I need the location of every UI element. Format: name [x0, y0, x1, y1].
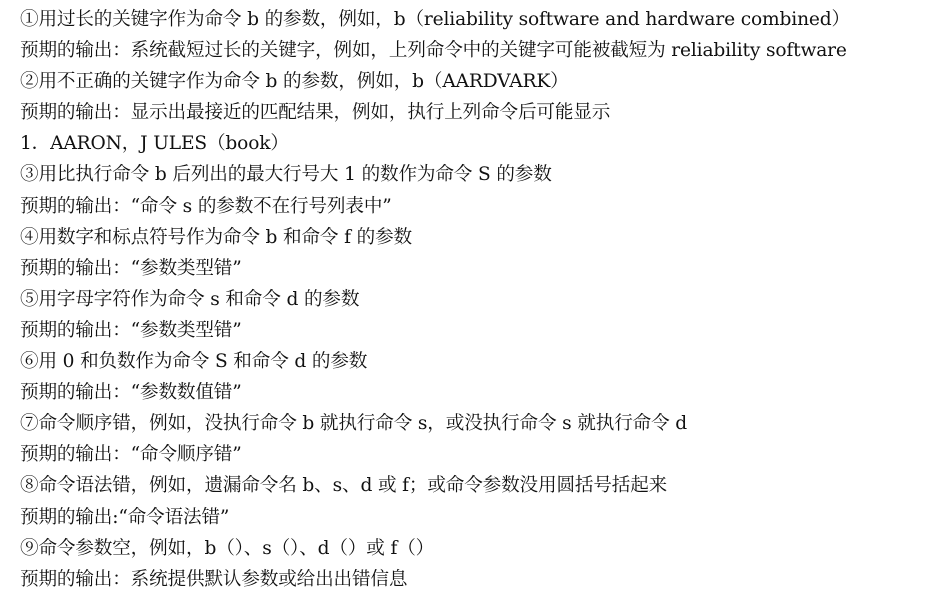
- test-case-1: ①用过长的关键字作为命令 b 的参数，例如，b（reliability software and hardware combined）: [20, 9, 850, 30]
- example-result: 1．AARON，J ULES（book）: [20, 133, 289, 155]
- expected-output-5: 预期的输出：“参数类型错”: [20, 319, 242, 341]
- test-case-6: ⑥用 0 和负数作为命令 S 和命令 d 的参数: [20, 351, 368, 373]
- expected-output-8: 预期的输出:“命令语法错”: [20, 506, 230, 528]
- test-case-7: ⑦命令顺序错，例如，没执行命令 b 就执行命令 s，或没执行命令 s 就执行命令 d: [20, 413, 688, 435]
- expected-output-3: 预期的输出：“命令 s 的参数不在行号列表中”: [20, 195, 392, 217]
- expected-output-6: 预期的输出：“参数数值错”: [20, 382, 242, 404]
- expected-output-7: 预期的输出：“命令顺序错”: [20, 444, 242, 466]
- test-case-8: ⑧命令语法错，例如，遗漏命令名 b、s、d 或 f；或命令参数没用圆括号括起来: [20, 475, 668, 497]
- expected-output-2: 预期的输出：显示出最接近的匹配结果，例如，执行上列命令后可能显示: [20, 102, 611, 124]
- test-case-5: ⑤用字母字符作为命令 s 和命令 d 的参数: [20, 288, 360, 310]
- test-case-4: ④用数字和标点符号作为命令 b 和命令 f 的参数: [20, 226, 412, 248]
- expected-output-4: 预期的输出：“参数类型错”: [20, 257, 242, 279]
- test-case-9: ⑨命令参数空，例如，b（）、s（）、d（）或 f（）: [20, 537, 435, 559]
- test-case-2: ②用不正确的关键字作为命令 b 的参数，例如，b（AARDVARK）: [20, 71, 569, 93]
- expected-output-9: 预期的输出：系统提供默认参数或给出出错信息: [20, 568, 408, 590]
- expected-output-1: 预期的输出：系统截短过长的关键字，例如，上列命令中的关键字可能被截短为 reliability software: [20, 40, 847, 62]
- test-case-3: ③用比执行命令 b 后列出的最大行号大 1 的数作为命令 S 的参数: [20, 164, 552, 186]
